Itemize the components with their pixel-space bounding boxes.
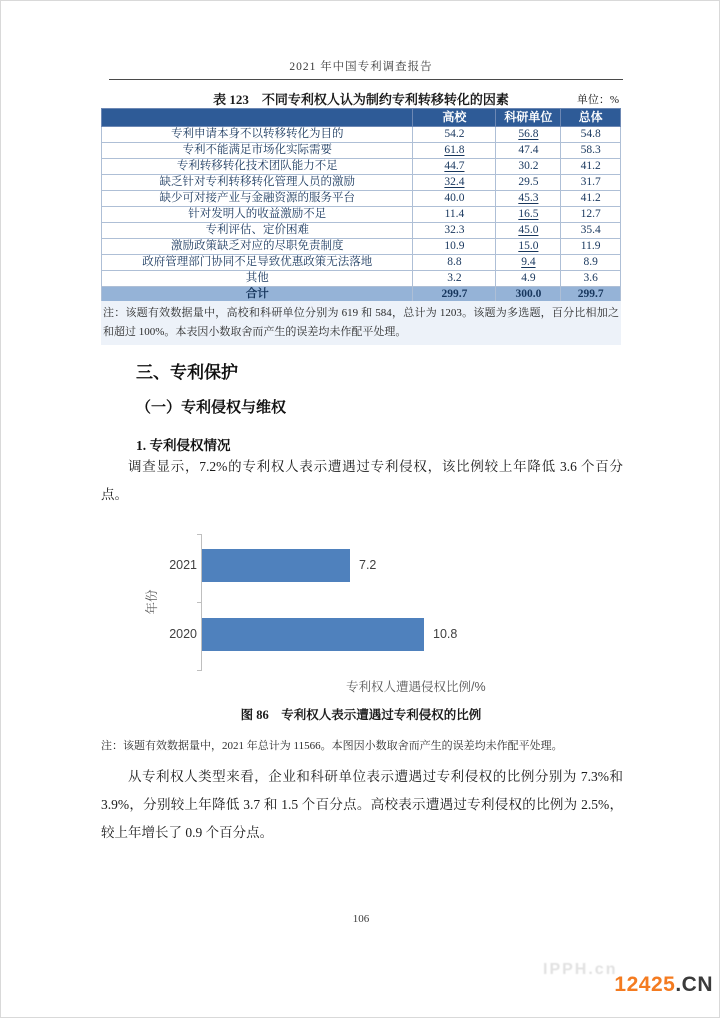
value-cell: 9.4 xyxy=(496,255,561,271)
watermark-suffix: .CN xyxy=(675,973,713,996)
chart-value-label: 10.8 xyxy=(433,627,458,641)
running-header: 2021 年中国专利调查报告 xyxy=(289,61,433,73)
value-cell: 45.0 xyxy=(496,223,561,239)
table-row xyxy=(102,255,621,271)
value-cell: 30.2 xyxy=(496,159,561,175)
table-note: 注：该题有效数据量中，高校和科研单位分别为 619 和 584，总计为 1203。该题为多选题，百分比相加之和超过 100%。本表因小数取舍而产生的误差均未作配平处理。 xyxy=(101,301,621,345)
factor-cell: 专利转移转化技术团队能力不足 xyxy=(102,159,413,175)
watermark xyxy=(537,959,717,1007)
table-row xyxy=(102,159,621,175)
value-cell: 4.9 xyxy=(496,271,561,287)
factor-cell: 专利评估、定价困难 xyxy=(102,223,413,239)
chart-category-label: 2021 xyxy=(169,558,197,572)
value-cell: 300.0 xyxy=(496,287,561,303)
table-row xyxy=(102,207,621,223)
header-rule xyxy=(109,79,623,80)
infringement-bar-chart xyxy=(141,531,541,699)
chart-x-axis-title: 专利权人遭遇侵权比例/% xyxy=(346,680,486,694)
table-row xyxy=(102,175,621,191)
figure-note: 注：该题有效数据量中，2021 年总计为 11566。本图因小数取舍而产生的误差均未作配平处理。 xyxy=(101,740,563,752)
page-number: 106 xyxy=(352,913,370,925)
table-row xyxy=(102,191,621,207)
value-cell: 40.0 xyxy=(413,191,496,207)
value-cell: 3.2 xyxy=(413,271,496,287)
paragraph-by-patentee-type: 从专利权人类型来看，企业和科研单位表示遭遇过专利侵权的比例分别为 7.3%和 3.9%，分别较上年降低 3.7 和 1.5 个百分点。高校表示遭遇过专利侵权的比例为 2.5%，较上年增长了 0.9 个百分点。 xyxy=(101,769,623,840)
chart-bar xyxy=(202,618,424,651)
figure-caption: 图 86 专利权人表示遭遇过专利侵权的比例 xyxy=(240,708,482,722)
table-row xyxy=(102,143,621,159)
factor-cell: 合计 xyxy=(102,287,413,303)
value-cell: 12.7 xyxy=(561,207,621,223)
table-caption: 表 123 不同专利权人认为制约专利转移转化的因素 xyxy=(213,92,509,107)
value-cell: 41.2 xyxy=(561,191,621,207)
chart-y-axis-title: 年份 xyxy=(145,589,159,615)
chart-value-label: 7.2 xyxy=(359,558,377,572)
factor-cell: 缺少可对接产业与金融资源的服务平台 xyxy=(102,191,413,207)
table-caption-row xyxy=(101,89,621,105)
subsubsection-heading: 1. 专利侵权情况 xyxy=(136,438,231,453)
value-cell: 47.4 xyxy=(496,143,561,159)
value-cell: 3.6 xyxy=(561,271,621,287)
table-row xyxy=(102,223,621,239)
value-cell: 29.5 xyxy=(496,175,561,191)
value-cell: 61.8 xyxy=(413,143,496,159)
value-cell: 11.9 xyxy=(561,239,621,255)
column-header-keyan: 科研单位 xyxy=(496,109,561,127)
chart-bar xyxy=(202,549,350,582)
factor-cell: 缺乏针对专利转移转化管理人员的激励 xyxy=(102,175,413,191)
factor-cell: 政府管理部门协同不足导致优惠政策无法落地 xyxy=(102,255,413,271)
paragraph-survey-result: 调查显示，7.2%的专利权人表示遭遇过专利侵权，该比例较上年降低 3.6 个百分点。 xyxy=(101,459,623,502)
factor-cell: 其他 xyxy=(102,271,413,287)
factor-cell: 专利申请本身不以转移转化为目的 xyxy=(102,127,413,143)
chart-category-label: 2020 xyxy=(169,627,197,641)
value-cell: 299.7 xyxy=(413,287,496,303)
axis-tick xyxy=(197,534,202,535)
value-cell: 44.7 xyxy=(413,159,496,175)
factors-table xyxy=(101,108,621,303)
axis-tick xyxy=(197,670,202,671)
value-cell: 32.4 xyxy=(413,175,496,191)
table-body xyxy=(102,127,621,303)
column-header-gaoxiao: 高校 xyxy=(413,109,496,127)
value-cell: 8.9 xyxy=(561,255,621,271)
value-cell: 56.8 xyxy=(496,127,561,143)
value-cell: 15.0 xyxy=(496,239,561,255)
table-row xyxy=(102,239,621,255)
value-cell: 58.3 xyxy=(561,143,621,159)
value-cell: 16.5 xyxy=(496,207,561,223)
table-header-row xyxy=(102,109,621,127)
factor-column-header xyxy=(102,109,413,127)
table-row xyxy=(102,127,621,143)
factor-cell: 专利不能满足市场化实际需要 xyxy=(102,143,413,159)
table-unit-label: 单位：% xyxy=(576,94,619,106)
column-header-zongti: 总体 xyxy=(561,109,621,127)
value-cell: 35.4 xyxy=(561,223,621,239)
section-heading: 三、专利保护 xyxy=(136,363,238,382)
value-cell: 299.7 xyxy=(561,287,621,303)
value-cell: 8.8 xyxy=(413,255,496,271)
watermark-site-label xyxy=(614,973,713,997)
axis-tick xyxy=(197,602,202,603)
factor-cell: 针对发明人的收益激励不足 xyxy=(102,207,413,223)
ghost-logo: IPPH.cn xyxy=(543,961,618,978)
value-cell: 11.4 xyxy=(413,207,496,223)
value-cell: 10.9 xyxy=(413,239,496,255)
watermark-number: 12425 xyxy=(614,973,676,996)
value-cell: 32.3 xyxy=(413,223,496,239)
table-row xyxy=(102,271,621,287)
value-cell: 45.3 xyxy=(496,191,561,207)
value-cell: 54.2 xyxy=(413,127,496,143)
value-cell: 31.7 xyxy=(561,175,621,191)
value-cell: 41.2 xyxy=(561,159,621,175)
value-cell: 54.8 xyxy=(561,127,621,143)
factor-cell: 激励政策缺乏对应的尽职免责制度 xyxy=(102,239,413,255)
subsection-heading: （一）专利侵权与维权 xyxy=(136,400,287,416)
